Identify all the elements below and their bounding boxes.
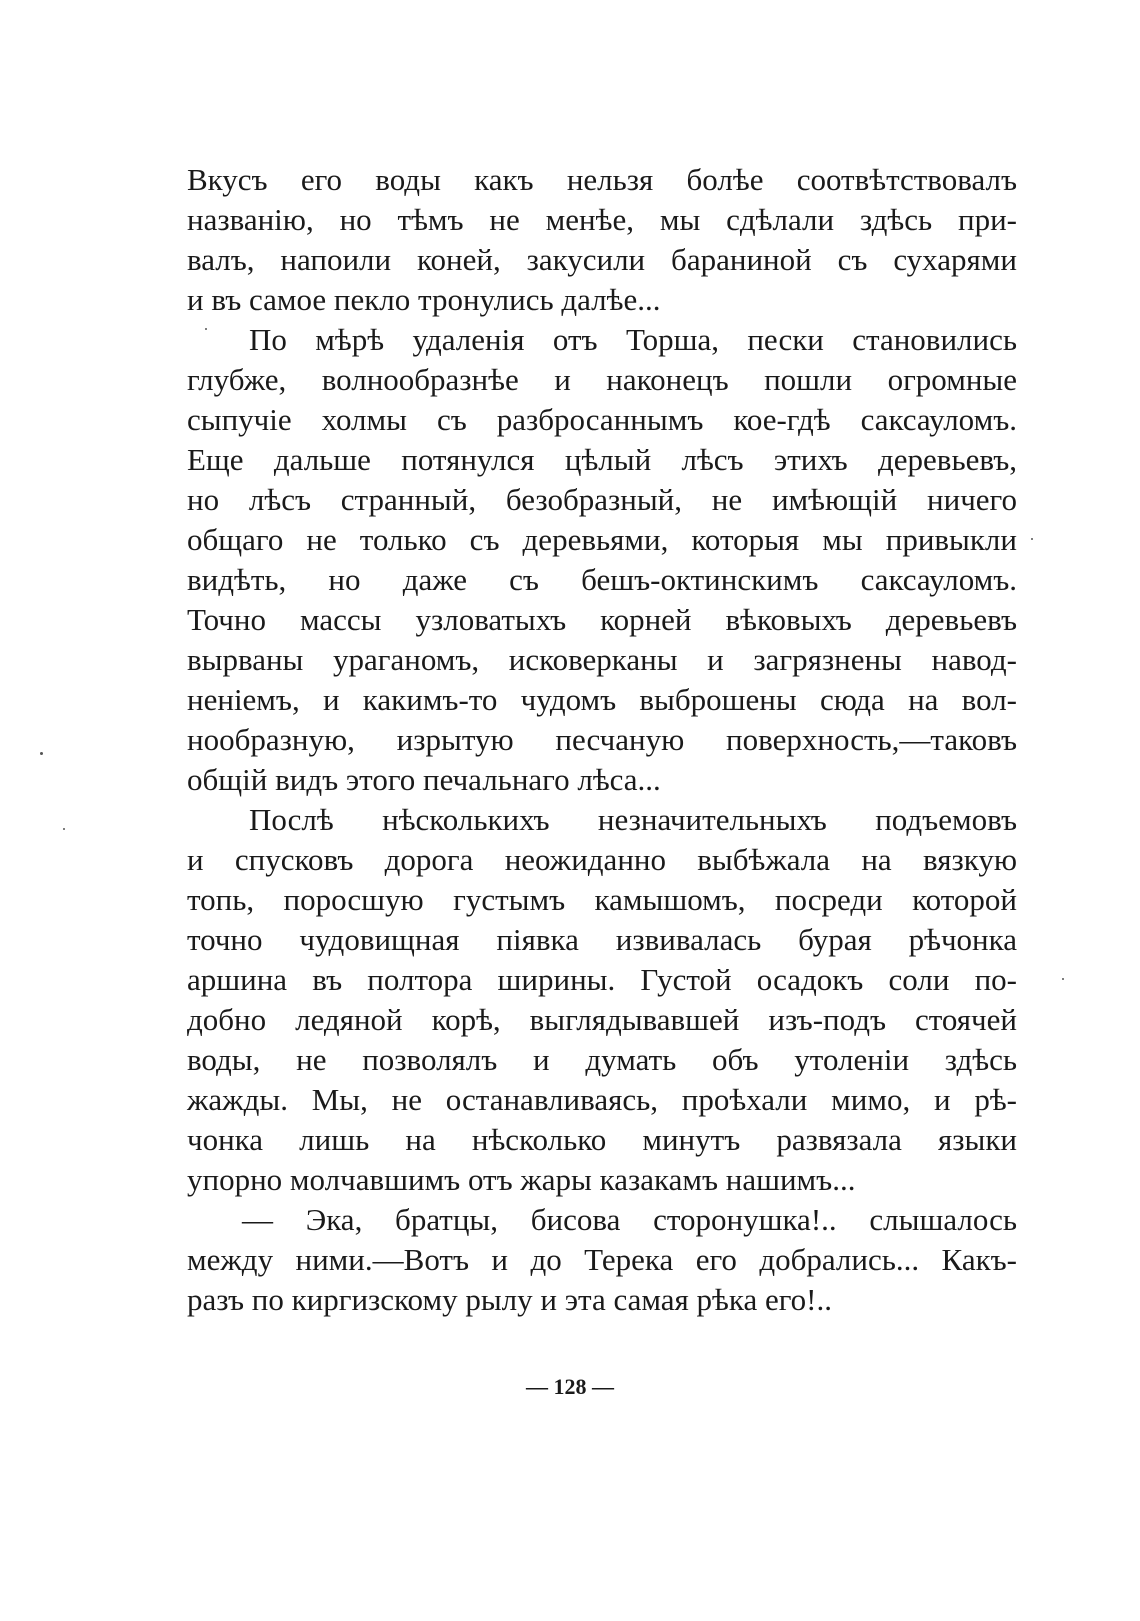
scan-speck	[40, 752, 43, 755]
text-line: Послѣ нѣсколькихъ незначительныхъ подъемовъ	[249, 802, 1017, 837]
text-line: и спусковъ дорога неожиданно выбѣжала на вязкую	[187, 842, 1017, 877]
text-line: жажды. Мы, не останавливаясь, проѣхали мимо, и рѣ-	[187, 1082, 1017, 1117]
text-line: нообразную, изрытую песчаную поверхность,—таковъ	[187, 722, 1017, 757]
text-line: точно чудовищная піявка извивалась бурая рѣчонка	[187, 922, 1017, 957]
text-line: вырваны ураганомъ, исковерканы и загрязнены навод-	[187, 642, 1017, 677]
text-line: чонка лишь на нѣсколько минутъ развязала языки	[187, 1122, 1017, 1157]
text-line: валъ, напоили коней, закусили бараниной съ сухарями	[187, 242, 1017, 277]
text-line: глубже, волнообразнѣе и наконецъ пошли огромные	[187, 362, 1017, 397]
text-line: — Эка, братцы, бисова сторонушка!.. слышалось	[242, 1202, 1017, 1237]
text-line: Вкусъ его воды какъ нельзя болѣе соотвѣтствовалъ	[187, 162, 1017, 197]
text-line: но лѣсъ странный, безобразный, не имѣющій ничего	[187, 482, 1017, 517]
text-line: и въ самое пекло тронулись далѣе...	[187, 282, 661, 317]
text-line: воды, не позволялъ и думать объ утоленіи здѣсь	[187, 1042, 1017, 1077]
text-line: видѣть, но даже съ бешъ-октинскимъ саксауломъ.	[187, 562, 1017, 597]
text-line: аршина въ полтора ширины. Густой осадокъ соли по-	[187, 962, 1017, 997]
scan-speck	[63, 828, 65, 830]
scan-speck	[1062, 978, 1064, 980]
text-line: упорно молчавшимъ отъ жары казакамъ нашимъ...	[187, 1162, 856, 1197]
paragraph	[187, 160, 1017, 320]
scan-speck	[205, 328, 207, 330]
text-line: общій видъ этого печальнаго лѣса...	[187, 762, 661, 797]
text-line: названію, но тѣмъ не менѣе, мы сдѣлали здѣсь при-	[187, 202, 1017, 237]
text-line: Точно массы узловатыхъ корней вѣковыхъ деревьевъ	[187, 602, 1017, 637]
text-line: добно ледяной корѣ, выглядывавшей изъ-подъ стоячей	[187, 1002, 1017, 1037]
body-text	[187, 160, 1017, 1320]
page-number: — 128 —	[526, 1374, 614, 1399]
scan-speck	[1031, 538, 1033, 540]
text-line: разъ по киргизскому рылу и эта самая рѣка его!..	[187, 1282, 832, 1317]
text-line: сыпучіе холмы съ разбросаннымъ кое-гдѣ саксауломъ.	[187, 402, 1017, 437]
text-line: неніемъ, и какимъ-то чудомъ выброшены сюда на вол-	[187, 682, 1017, 717]
paragraph	[187, 800, 1017, 1200]
text-line: топь, поросшую густымъ камышомъ, посреди которой	[187, 882, 1017, 917]
text-line: Еще дальше потянулся цѣлый лѣсъ этихъ деревьевъ,	[187, 442, 1017, 477]
text-line: между ними.—Вотъ и до Терека его добрались... Какъ-	[187, 1242, 1017, 1277]
text-line: По мѣрѣ удаленія отъ Торша, пески становились	[249, 322, 1017, 357]
paragraph	[187, 320, 1017, 800]
text-line: общаго не только съ деревьями, которыя мы привыкли	[187, 522, 1017, 557]
paragraph	[187, 1200, 1017, 1320]
